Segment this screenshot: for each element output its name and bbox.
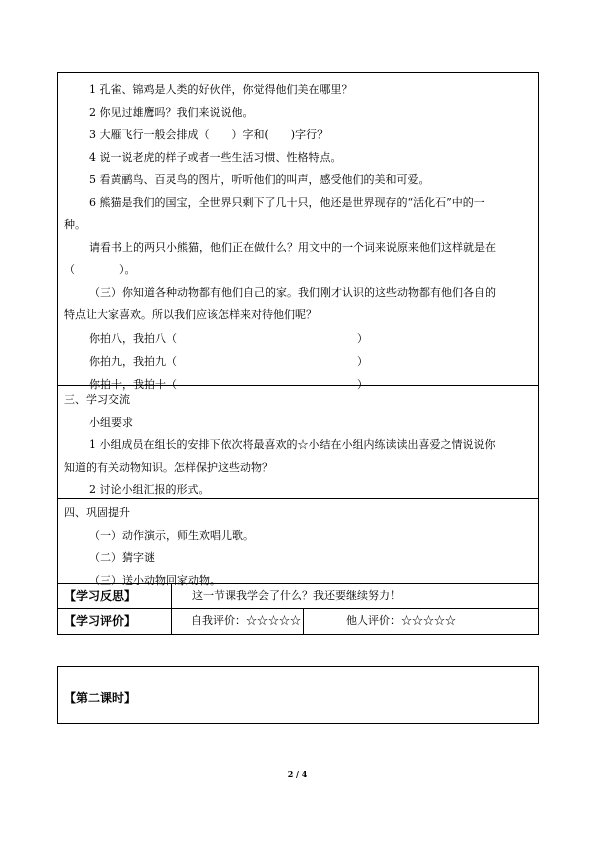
question-line: 特点让大家喜欢。所以我们应该怎样来对待他们呢？ xyxy=(64,308,317,321)
page-number: 2 / 4 xyxy=(287,769,308,779)
clap-text: 你拍八，我拍八（ xyxy=(89,331,177,345)
section-exchange xyxy=(58,386,538,499)
group-requirements: 小组要求 xyxy=(89,415,133,429)
reflection-label: 【学习反思】 xyxy=(58,584,172,608)
question-line: 4 说一说老虎的样子或者一些生活习惯、性格特点。 xyxy=(89,150,342,164)
section-heading: 三、学习交流 xyxy=(64,393,130,406)
question-line: 种。 xyxy=(64,218,86,231)
activity-item: （二）猜字谜 xyxy=(89,551,155,564)
requirement-line: 知道的有关动物知识。怎样保护这些动物？ xyxy=(64,460,273,474)
clap-text: 你拍九，我拍九（ xyxy=(89,354,177,368)
evaluation-values xyxy=(172,609,538,634)
question-line: 2 你见过雄鹰吗？我们来说说他。 xyxy=(89,105,254,119)
second-lesson-title: 【第二课时】 xyxy=(64,691,137,705)
question-line: 1 孔雀、锦鸡是人类的好伙伴，你觉得他们美在哪里？ xyxy=(89,83,353,96)
question-line: 5 看黄鹂鸟、百灵鸟的图片，听听他们的叫声，感受他们的美和可爱。 xyxy=(89,173,430,186)
reflection-row xyxy=(58,584,538,609)
section-consolidate xyxy=(58,499,538,587)
requirement-line: 2 讨论小组汇报的形式。 xyxy=(89,483,210,496)
question-line: （ ）。 xyxy=(64,263,136,276)
reflection-text: 这一节课我学会了什么？我还要继续努力！ xyxy=(192,589,401,602)
activity-item: （一）动作演示，师生欢唱儿歌。 xyxy=(89,528,254,542)
evaluation-divider xyxy=(303,609,304,634)
self-evaluation: 自我评价：☆☆☆☆☆ xyxy=(191,614,301,627)
peer-evaluation: 他人评价：☆☆☆☆☆ xyxy=(346,614,456,627)
clap-row xyxy=(58,373,538,396)
requirement-line: 1 小组成员在组长的安排下依次将最喜欢的☆小结在小组内练读读出喜爱之情说说你 xyxy=(89,438,496,451)
evaluation-row xyxy=(58,609,538,634)
clap-row xyxy=(58,350,538,373)
evaluation-label: 【学习评价】 xyxy=(58,609,172,634)
clap-close: ） xyxy=(357,354,368,368)
question-line: （三）你知道各种动物都有他们自己的家。我们刚才认识的这些动物都有他们各自的 xyxy=(89,285,496,299)
clap-text: 你拍十，我拍十（ xyxy=(89,377,177,391)
question-line: 请看书上的两只小熊猫，他们正在做什么？用文中的一个词来说原来他们这样就是在 xyxy=(89,240,496,254)
section-heading: 四、巩固提升 xyxy=(64,506,130,519)
second-lesson-box xyxy=(57,666,539,724)
section-questions xyxy=(58,73,538,391)
question-line: 3 大雁飞行一般会排成（ ）字和( )字行？ xyxy=(89,128,329,141)
question-line: 6 熊猫是我们的国宝，全世界只剩下了几十只，他还是世界现存的“活化石”中的一 xyxy=(89,195,485,209)
clap-close: ） xyxy=(357,377,368,391)
clap-close: ） xyxy=(357,331,368,345)
activity-item: （三）送小动物回家动物。 xyxy=(89,573,221,587)
clap-row xyxy=(58,327,538,350)
lesson-table xyxy=(57,72,539,635)
